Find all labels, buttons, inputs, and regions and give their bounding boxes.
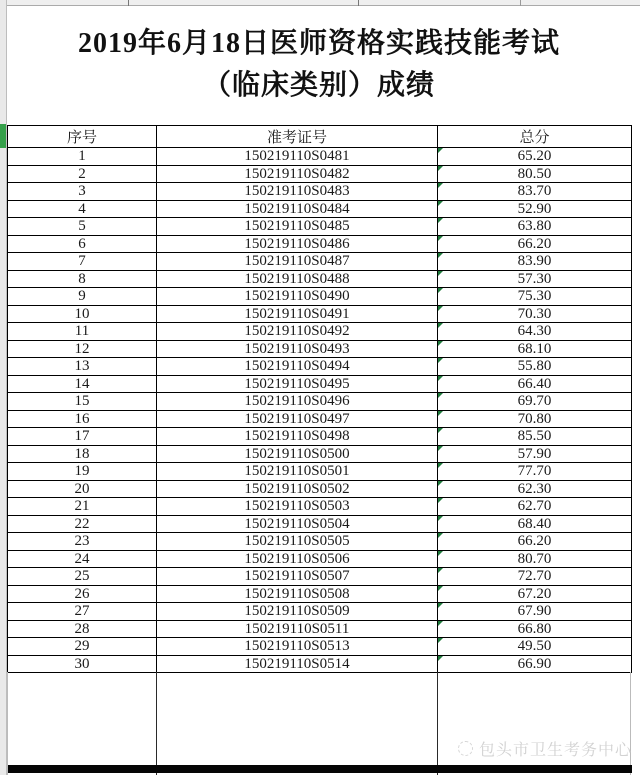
green-triangle-icon (438, 568, 443, 573)
green-triangle-icon (438, 411, 443, 416)
green-triangle-icon (438, 498, 443, 503)
ticket-cell: 150219110S0488 (157, 270, 438, 288)
table-row (8, 183, 632, 201)
green-triangle-icon (438, 481, 443, 486)
score-cell: 65.20 (438, 148, 632, 166)
green-triangle-icon (438, 393, 443, 398)
score-cell: 85.50 (438, 428, 632, 446)
green-triangle-icon (438, 166, 443, 171)
ticket-cell: 150219110S0484 (157, 200, 438, 218)
table-row (8, 200, 632, 218)
green-triangle-icon (438, 306, 443, 311)
score-cell: 67.90 (438, 603, 632, 621)
ticket-cell: 150219110S0504 (157, 515, 438, 533)
green-triangle-icon (438, 656, 443, 661)
score-cell: 66.20 (438, 533, 632, 551)
serial-cell: 30 (8, 655, 157, 673)
score-cell: 49.50 (438, 638, 632, 656)
serial-cell: 27 (8, 603, 157, 621)
green-triangle-icon (438, 533, 443, 538)
ticket-cell: 150219110S0505 (157, 533, 438, 551)
score-cell: 62.30 (438, 480, 632, 498)
table-row (8, 165, 632, 183)
ticket-cell: 150219110S0485 (157, 218, 438, 236)
score-cell: 63.80 (438, 218, 632, 236)
ticket-cell: 150219110S0513 (157, 638, 438, 656)
grid-divider-line-2 (437, 672, 438, 775)
ticket-cell: 150219110S0509 (157, 603, 438, 621)
table-row (8, 638, 632, 656)
serial-cell: 4 (8, 200, 157, 218)
table-row (8, 550, 632, 568)
ticket-cell: 150219110S0491 (157, 305, 438, 323)
green-triangle-icon (438, 516, 443, 521)
serial-cell: 14 (8, 375, 157, 393)
ticket-cell: 150219110S0498 (157, 428, 438, 446)
table-row (8, 533, 632, 551)
serial-cell: 7 (8, 253, 157, 271)
watermark-label: 包头市卫生考务中心 (478, 741, 632, 759)
score-cell: 83.90 (438, 253, 632, 271)
score-cell: 77.70 (438, 463, 632, 481)
score-cell: 80.70 (438, 550, 632, 568)
serial-cell: 3 (8, 183, 157, 201)
table-row (8, 235, 632, 253)
serial-cell: 26 (8, 585, 157, 603)
table-row (8, 445, 632, 463)
table-row (8, 323, 632, 341)
ticket-cell: 150219110S0511 (157, 620, 438, 638)
green-triangle-icon (438, 218, 443, 223)
serial-cell: 21 (8, 498, 157, 516)
table-row (8, 253, 632, 271)
serial-cell: 23 (8, 533, 157, 551)
watermark (458, 736, 632, 760)
ticket-cell: 150219110S0482 (157, 165, 438, 183)
score-table (7, 125, 632, 673)
ticket-cell: 150219110S0501 (157, 463, 438, 481)
table-row (8, 498, 632, 516)
title-line-2: （临床类别）成绩 (202, 70, 435, 101)
serial-cell: 2 (8, 165, 157, 183)
green-triangle-icon (438, 586, 443, 591)
score-cell: 66.90 (438, 655, 632, 673)
ticket-cell: 150219110S0507 (157, 568, 438, 586)
serial-cell: 17 (8, 428, 157, 446)
score-cell: 64.30 (438, 323, 632, 341)
ticket-cell: 150219110S0502 (157, 480, 438, 498)
serial-cell: 13 (8, 358, 157, 376)
table-row (8, 655, 632, 673)
serial-cell: 10 (8, 305, 157, 323)
serial-cell: 12 (8, 340, 157, 358)
ticket-cell: 150219110S0493 (157, 340, 438, 358)
score-cell: 68.40 (438, 515, 632, 533)
ticket-cell: 150219110S0486 (157, 235, 438, 253)
serial-cell: 16 (8, 410, 157, 428)
green-triangle-icon (438, 638, 443, 643)
score-table-header (8, 126, 632, 148)
title-line-1: 2019年6月18日医师资格实践技能考试 (77, 28, 560, 59)
score-table-body (8, 148, 632, 673)
serial-cell: 9 (8, 288, 157, 306)
score-cell: 66.40 (438, 375, 632, 393)
ticket-cell: 150219110S0500 (157, 445, 438, 463)
serial-cell: 8 (8, 270, 157, 288)
serial-cell: 24 (8, 550, 157, 568)
score-cell: 70.30 (438, 305, 632, 323)
ticket-cell: 150219110S0508 (157, 585, 438, 603)
green-triangle-icon (438, 288, 443, 293)
score-cell: 57.90 (438, 445, 632, 463)
column-header-score: 总分 (438, 126, 632, 148)
table-row (8, 148, 632, 166)
green-triangle-icon (438, 428, 443, 433)
grid-divider-line-1 (156, 672, 157, 775)
column-header-serial: 序号 (8, 126, 157, 148)
green-triangle-icon (438, 603, 443, 608)
row-header-gutter (0, 0, 7, 775)
serial-cell: 25 (8, 568, 157, 586)
table-row (8, 410, 632, 428)
score-cell: 55.80 (438, 358, 632, 376)
ticket-cell: 150219110S0492 (157, 323, 438, 341)
serial-cell: 28 (8, 620, 157, 638)
green-triangle-icon (438, 551, 443, 556)
ticket-cell: 150219110S0487 (157, 253, 438, 271)
green-triangle-icon (438, 358, 443, 363)
score-cell: 66.20 (438, 235, 632, 253)
table-row (8, 603, 632, 621)
score-cell: 68.10 (438, 340, 632, 358)
table-row (8, 463, 632, 481)
score-cell: 52.90 (438, 200, 632, 218)
score-cell: 70.80 (438, 410, 632, 428)
table-row (8, 288, 632, 306)
green-triangle-icon (438, 323, 443, 328)
serial-cell: 29 (8, 638, 157, 656)
column-header-ticket: 准考证号 (157, 126, 438, 148)
ticket-cell: 150219110S0495 (157, 375, 438, 393)
table-row (8, 340, 632, 358)
green-triangle-icon (438, 463, 443, 468)
green-triangle-icon (438, 271, 443, 276)
green-triangle-icon (438, 621, 443, 626)
serial-cell: 6 (8, 235, 157, 253)
ticket-cell: 150219110S0483 (157, 183, 438, 201)
ticket-cell: 150219110S0494 (157, 358, 438, 376)
serial-cell: 5 (8, 218, 157, 236)
score-cell: 66.80 (438, 620, 632, 638)
ticket-cell: 150219110S0481 (157, 148, 438, 166)
ticket-cell: 150219110S0497 (157, 410, 438, 428)
table-row (8, 375, 632, 393)
serial-cell: 22 (8, 515, 157, 533)
score-cell: 62.70 (438, 498, 632, 516)
score-cell: 67.20 (438, 585, 632, 603)
score-cell: 57.30 (438, 270, 632, 288)
score-cell: 69.70 (438, 393, 632, 411)
header-row (8, 126, 632, 148)
header-row-green-mark (0, 124, 6, 148)
table-row (8, 270, 632, 288)
green-triangle-icon (438, 341, 443, 346)
green-triangle-icon (438, 148, 443, 153)
ticket-cell: 150219110S0503 (157, 498, 438, 516)
table-row (8, 515, 632, 533)
green-triangle-icon (438, 201, 443, 206)
table-row (8, 568, 632, 586)
table-row (8, 585, 632, 603)
green-triangle-icon (438, 236, 443, 241)
serial-cell: 18 (8, 445, 157, 463)
serial-cell: 15 (8, 393, 157, 411)
table-row (8, 393, 632, 411)
ticket-cell: 150219110S0496 (157, 393, 438, 411)
green-triangle-icon (438, 376, 443, 381)
green-triangle-icon (438, 183, 443, 188)
table-row (8, 305, 632, 323)
ticket-cell: 150219110S0514 (157, 655, 438, 673)
table-row (8, 480, 632, 498)
serial-cell: 19 (8, 463, 157, 481)
serial-cell: 11 (8, 323, 157, 341)
score-cell: 75.30 (438, 288, 632, 306)
table-row (8, 358, 632, 376)
score-cell: 83.70 (438, 183, 632, 201)
score-cell: 72.70 (438, 568, 632, 586)
table-row (8, 428, 632, 446)
ticket-cell: 150219110S0506 (157, 550, 438, 568)
sun-logo-icon (458, 741, 473, 756)
green-triangle-icon (438, 253, 443, 258)
bottom-separator-bar (8, 765, 632, 773)
ticket-cell: 150219110S0490 (157, 288, 438, 306)
score-cell: 80.50 (438, 165, 632, 183)
table-row (8, 218, 632, 236)
serial-cell: 20 (8, 480, 157, 498)
document-title (7, 6, 631, 124)
green-triangle-icon (438, 446, 443, 451)
table-row (8, 620, 632, 638)
grid-left-edge-line (7, 672, 8, 775)
serial-cell: 1 (8, 148, 157, 166)
